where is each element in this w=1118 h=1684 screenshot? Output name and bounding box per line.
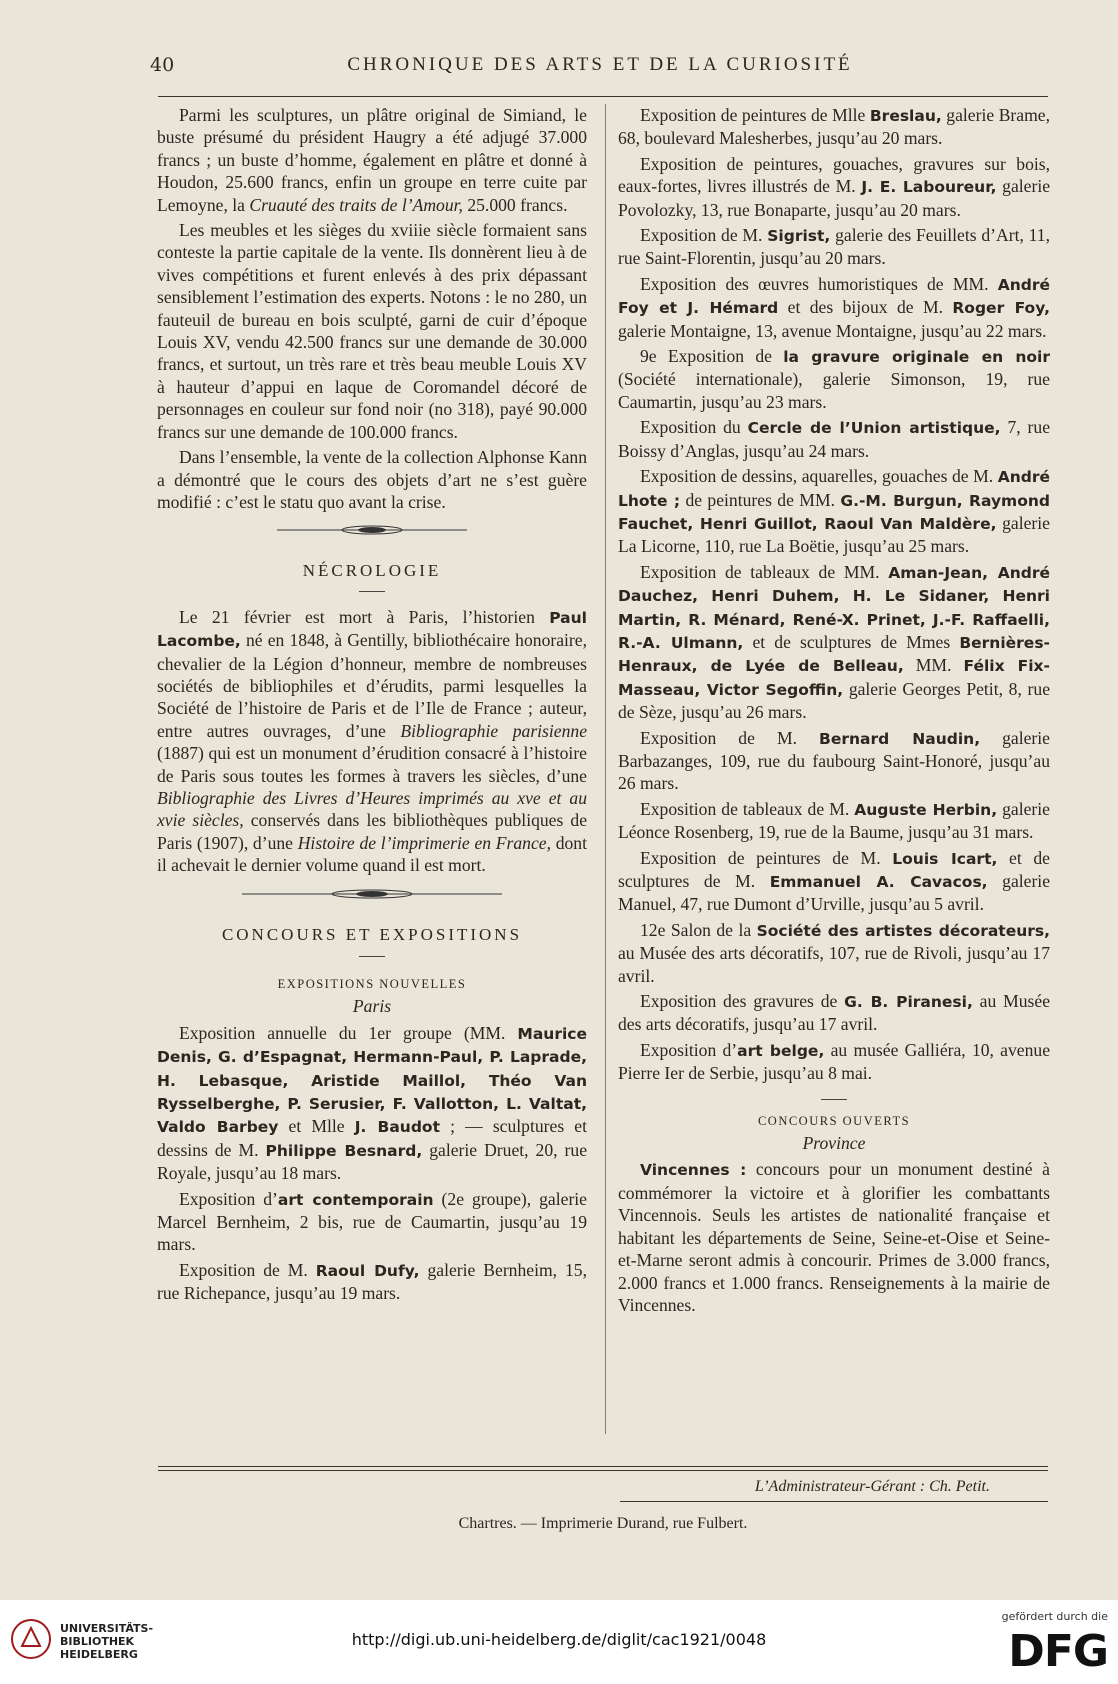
paragraph-r1 [618, 104, 1050, 150]
short-rule [821, 1099, 847, 1100]
bold-name: J. E. Laboureur, [861, 178, 997, 197]
funding-label: gefördert durch die [1001, 1610, 1108, 1623]
text-run: (Société internationale), galerie Simonson, 19, rue Caumartin, jusqu’au 23 mars. [618, 369, 1050, 412]
bold-name: Sigrist, [767, 227, 831, 246]
left-column [157, 104, 587, 1308]
text-run: Exposition de M. [640, 727, 820, 748]
footer-rule-top-2 [158, 1470, 1048, 1471]
text-run: né en 1848, à Gentilly, bibliothécaire honoraire, chevalier de la Légion d’honneur, membre de nombreuses sociétés de bibliophiles et d’érudits, parmi lesquelles la Société de l’histoire de Paris et de l’Ile de France ; auteur, entre autres ouvrages, d’une [157, 630, 587, 741]
expositions-subheading: EXPOSITIONS NOUVELLES [277, 977, 467, 991]
bold-name: Société des artistes décorateurs, [756, 921, 1051, 940]
text-run: dont il achevait le dernier volume quand il est mort. [157, 832, 587, 876]
text-run: Le 21 février est mort à Paris, l’historien [179, 606, 550, 627]
bold-name: Roger Foy, [952, 299, 1050, 318]
italic-title: Bibliographie des Livres d’Heures imprimés au xve et au xvie siècles, [157, 787, 587, 831]
bold-name: Raoul Dufy, [315, 1261, 420, 1280]
text-run: conservés dans les bibliothèques publiques de Paris (1907), d’une [157, 810, 587, 853]
paragraph-r5 [618, 345, 1050, 413]
bold-name: Auguste Herbin, [854, 800, 998, 819]
bold-name: Philippe Besnard, [265, 1141, 423, 1160]
bold-name: Félix Fix-Masseau, Victor Segoffin, [618, 657, 1050, 699]
bold-name: J. Baudot [354, 1118, 440, 1137]
bold-name: Paul Lacombe, [157, 608, 587, 651]
bold-name: André Lhote ; [618, 468, 1050, 510]
header-rule [158, 96, 1048, 97]
ornament-divider [157, 516, 587, 560]
permalink-url[interactable]: http://digi.ub.uni-heidelberg.de/diglit/cac1921/0048 [351, 1630, 767, 1649]
paragraph-r6 [618, 416, 1050, 462]
column-divider [605, 104, 606, 1434]
paragraph-r12 [618, 919, 1050, 987]
paragraph-r11 [618, 847, 1050, 916]
text-run: au Musée des arts décoratifs, 107, rue de Rivoli, jusqu’au 17 avril. [618, 943, 1050, 986]
paragraph-expo-1 [157, 1022, 587, 1185]
paragraph-expo-3 [157, 1259, 587, 1305]
text-run: galerie Georges Petit, 8, rue de Sèze, jusqu’au 26 mars. [618, 678, 1050, 723]
text-run: Parmi les sculptures, un plâtre original de Simiand, le buste présumé du président Haugry a été adjugé 37.000 francs ; un buste d’homme, également en plâtre et donné à Houdon, 25.600 francs, enfin un groupe en terre cuite par Lemoyne, la [157, 105, 587, 215]
running-header [150, 52, 1050, 82]
dfg-logo[interactable]: DFG [1008, 1626, 1108, 1677]
text-run: au Musée des arts décoratifs, jusqu’au 17 avril. [618, 991, 1051, 1035]
text-run: Exposition de dessins, aquarelles, gouaches de M. [640, 466, 998, 487]
right-column [618, 104, 1050, 1319]
text-run: Exposition de peintures de Mlle [640, 105, 870, 125]
text-run: galerie Druet, 20, rue Royale, jusqu’au 18 mars. [157, 1139, 587, 1184]
paris-subheading: Paris [352, 996, 392, 1017]
paragraph-vincennes [618, 1158, 1050, 1316]
text-run: au musée Galliéra, 10, avenue Pierre Ier de Serbie, jusqu’au 8 mai. [618, 1039, 1051, 1084]
text-run: galerie Brame, 68, boulevard Malesherbes, jusqu’au 20 mars. [618, 105, 1050, 149]
text-run: et de sculptures de Mmes [743, 631, 960, 652]
bold-name: Emmanuel A. Cavacos, [769, 873, 988, 891]
library-name[interactable]: UNIVERSITÄTS- BIBLIOTHEK HEIDELBERG [60, 1622, 154, 1661]
paragraph-expo-2 [157, 1188, 587, 1256]
text-run: et Mlle [278, 1116, 355, 1137]
paragraph-meubles: Les meubles et les sièges du xviiie siècle formaient sans conteste la partie capitale de la vente. Ils donnèrent lieu à de vives compétitions et furent enlevés à des prix dépassant sensiblement l’estimation des experts. Notons : le no 280, un fauteuil de bureau en bois sculpté, garni de cuir d’époque Louis XV, vendu 42.500 francs sur une demande de 30.000 francs, et surtout, un très rare et très beau meuble Louis XV à hauteur d’appui en laque de Coromandel décoré de personnages en couleur sur fond noir (no 318), payé 90.000 francs sur une demande de 100.000 francs. [157, 220, 587, 442]
concours-ouverts-subheading: CONCOURS OUVERTS [757, 1113, 911, 1128]
text-run: Exposition de tableaux de M. [640, 798, 855, 819]
paragraph-r3 [618, 224, 1050, 270]
text-run: (1887) qui est un monument d’érudition consacré à l’histoire de Paris sous toutes les formes à travers les siècles, d’une [157, 743, 587, 786]
text-run: et des bijoux de M. [778, 297, 953, 318]
bold-name: Aman-Jean, André Dauchez, Henri Duhem, H. Le Sidaner, Henri Martin, R. Ménard, René-X. Prinet, J.-F. Raffaelli, R.-A. Ulmann, [618, 563, 1050, 652]
paragraph-r8 [618, 561, 1050, 724]
text-run: de peintures de MM. [680, 489, 841, 510]
footer-rule-top [158, 1466, 1048, 1467]
text-run: galerie Montaigne, 13, avenue Montaigne, jusqu’au 22 mars. [618, 320, 1047, 341]
text-run: galerie Léonce Rosenberg, 19, rue de la Baume, jusqu’au 31 mars. [618, 798, 1050, 843]
bold-name: André Foy et J. Hémard [618, 275, 1050, 318]
bold-name: art contemporain [277, 1190, 434, 1209]
text-run: galerie La Licorne, 110, rue La Boëtie, jusqu’au 25 mars. [618, 512, 1050, 557]
bold-name: la gravure originale en noir [783, 348, 1051, 367]
bold-name: Bernard Naudin, [819, 729, 981, 748]
bold-name: Cercle de l’Union artistique, [747, 419, 1001, 438]
journal-title: CHRONIQUE DES ARTS ET DE LA CURIOSITÉ [347, 54, 853, 75]
text-run: et de sculptures de M. [618, 847, 1050, 891]
province-subheading: Province [802, 1133, 866, 1154]
paragraph-r2 [618, 153, 1050, 221]
bold-name: Breslau, [869, 107, 942, 125]
paragraph-r7 [618, 465, 1050, 558]
text-run: ; — sculptures et dessins de M. [157, 1116, 587, 1160]
text-run: Exposition de peintures, gouaches, gravures sur bois, eaux-fortes, livres illustrés de M. [618, 153, 1050, 197]
paragraph-r4 [618, 273, 1050, 342]
paragraph-r14 [618, 1039, 1050, 1085]
text-run: Exposition de M. [640, 225, 768, 246]
paragraph-r10 [618, 798, 1050, 844]
paragraph-ensemble: Dans l’ensemble, la vente de la collection Alphonse Kann a démontré que le cours des objets d’art ne s’est guère modifié : c’est le statu quo avant la crise. [157, 447, 587, 512]
text-run: galerie Bernheim, 15, rue Richepance, jusqu’au 19 mars. [157, 1259, 587, 1304]
footer-rule [620, 1501, 1048, 1502]
text-run: (2e groupe), galerie Marcel Bernheim, 2 bis, rue de Caumartin, jusqu’au 19 mars. [157, 1188, 587, 1255]
text-run: 12e Salon de la [640, 919, 757, 940]
text-run: 9e Exposition de [640, 346, 784, 367]
bold-name: G.-M. Burgun, Raymond Fauchet, Henri Guillot, Raoul Van Maldère, [618, 491, 1050, 533]
text-run: 7, rue Boissy d’Anglas, jusqu’au 24 mars. [618, 417, 1050, 461]
short-rule [359, 591, 385, 592]
paragraph-r13 [618, 990, 1050, 1036]
page-number: 40 [150, 54, 175, 76]
italic-title: Cruauté des traits de l’Amour, [249, 194, 463, 215]
bold-name: Bernières-Henraux, de Lyée de Belleau, [618, 633, 1050, 676]
paragraph-necrologie [157, 606, 587, 877]
italic-title: Bibliographie parisienne [400, 720, 588, 741]
text-run: galerie des Feuillets d’Art, 11, rue Saint-Florentin, jusqu’au 20 mars. [618, 225, 1050, 269]
bold-name: Louis Icart, [892, 849, 998, 868]
text-run: galerie Manuel, 47, rue Dumont d’Urville, jusqu’au 5 avril. [618, 871, 1050, 915]
text-run: 25.000 francs. [462, 194, 568, 215]
text-run: galerie Barbazanges, 109, rue du faubourg Saint-Honoré, jusqu’au 26 mars. [618, 727, 1050, 794]
text-run: Exposition de M. [179, 1259, 316, 1280]
text-run: Exposition du [640, 417, 748, 438]
bold-name: G. B. Piranesi, [844, 993, 973, 1012]
bold-name: art belge, [737, 1041, 825, 1060]
administrateur-line: L’Administrateur-Gérant : Ch. Petit. [754, 1478, 990, 1495]
text-run: Exposition d’ [179, 1188, 278, 1209]
short-rule [359, 956, 385, 957]
text-run: Exposition de tableaux de MM. [640, 561, 889, 582]
text-run: Exposition des gravures de [640, 991, 845, 1012]
ornament-divider [157, 880, 587, 924]
text-run: Exposition des œuvres humoristiques de MM. [640, 273, 998, 294]
viewer-footer-bar [0, 1600, 1118, 1684]
text-run: Exposition de peintures de M. [640, 847, 893, 868]
bold-name: Maurice Denis, G. d’Espagnat, Hermann-Paul, P. Laprade, H. Lebasque, Aristide Maillol, Théo Van Rysselberghe, P. Serusier, F. Vallotton, L. Valtat, Valdo Barbey [157, 1024, 587, 1137]
text-run: galerie Povolozky, 13, rue Bonaparte, jusqu’au 20 mars. [618, 176, 1051, 220]
text-run: MM. [903, 655, 964, 676]
text-run: Exposition d’ [640, 1039, 738, 1060]
paragraph-sculptures [157, 104, 587, 216]
bold-name: Vincennes : [640, 1161, 747, 1180]
text-run: Exposition annuelle du 1er groupe (MM. [179, 1022, 518, 1043]
imprimerie-line: Chartres. — Imprimerie Durand, rue Fulbert. [458, 1515, 748, 1532]
necrologie-heading: NÉCROLOGIE [302, 561, 442, 581]
paragraph-r9 [618, 727, 1050, 795]
concours-heading: CONCOURS ET EXPOSITIONS [221, 924, 523, 944]
italic-title: Histoire de l’imprimerie en France, [297, 832, 551, 853]
text-run: concours pour un monument destiné à commémorer la victoire et à glorifier les combattants Vincennois. Seuls les artistes de nationalité française et habitant les départements de Seine, Seine-et-Oise et Seine-et-Marne seront admis à concourir. Primes de 3.000 francs, 2.000 francs et 1.000 francs. Renseignements à la mairie de Vincennes. [618, 1159, 1050, 1315]
